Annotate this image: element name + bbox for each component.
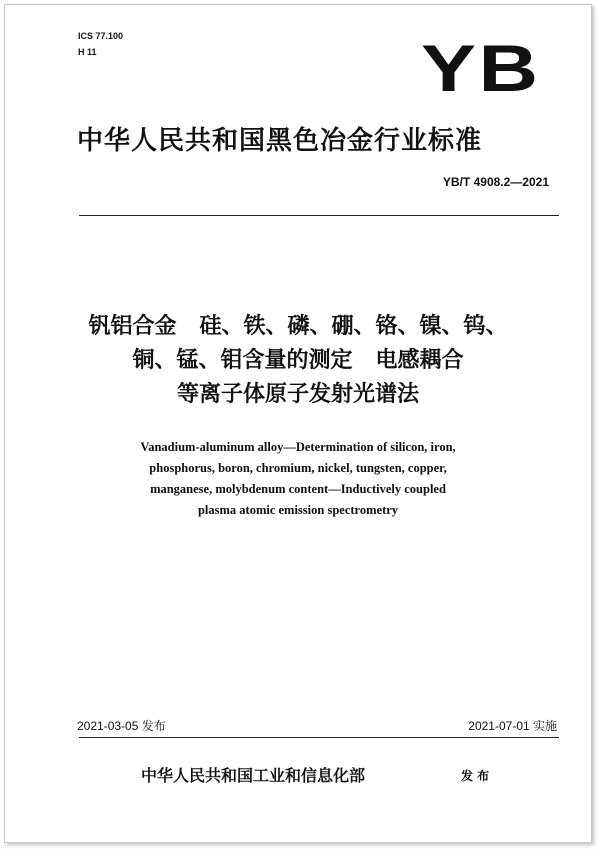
ccs-code: H 11 [78,47,97,57]
yb-logo: YB [421,31,541,105]
issue-date: 2021-03-05 发布 [77,719,166,733]
english-title [5,437,591,521]
header-divider [79,215,559,216]
implementation-date: 2021-07-01 实施 [468,719,557,733]
issued-label: 发 布 [461,769,490,783]
ics-code: ICS 77.100 [78,31,124,41]
standard-category-title: 中华人民共和国黑色冶金行业标准 [77,126,483,156]
english-title-line: plasma atomic emission spectrometry [197,503,399,517]
footer-divider [79,737,559,738]
chinese-title [5,310,591,412]
standard-number: YB/T 4908.2—2021 [442,175,549,189]
chinese-title-line: 钒铝合金 硅、铁、磷、硼、铬、镍、钨、 [88,314,508,339]
english-title-line: manganese, molybdenum content—Inductively coupled [150,482,446,496]
english-title-line: Vanadium-aluminum alloy—Determination of silicon, iron, [140,440,456,454]
chinese-title-line: 铜、锰、钼含量的测定 电感耦合 [132,348,464,373]
english-title-line: phosphorus, boron, chromium, nickel, tungsten, copper, [149,461,447,475]
chinese-title-line: 等离子体原子发射光谱法 [176,382,419,407]
document-page [4,4,592,843]
issuing-authority: 中华人民共和国工业和信息化部 [141,766,366,785]
